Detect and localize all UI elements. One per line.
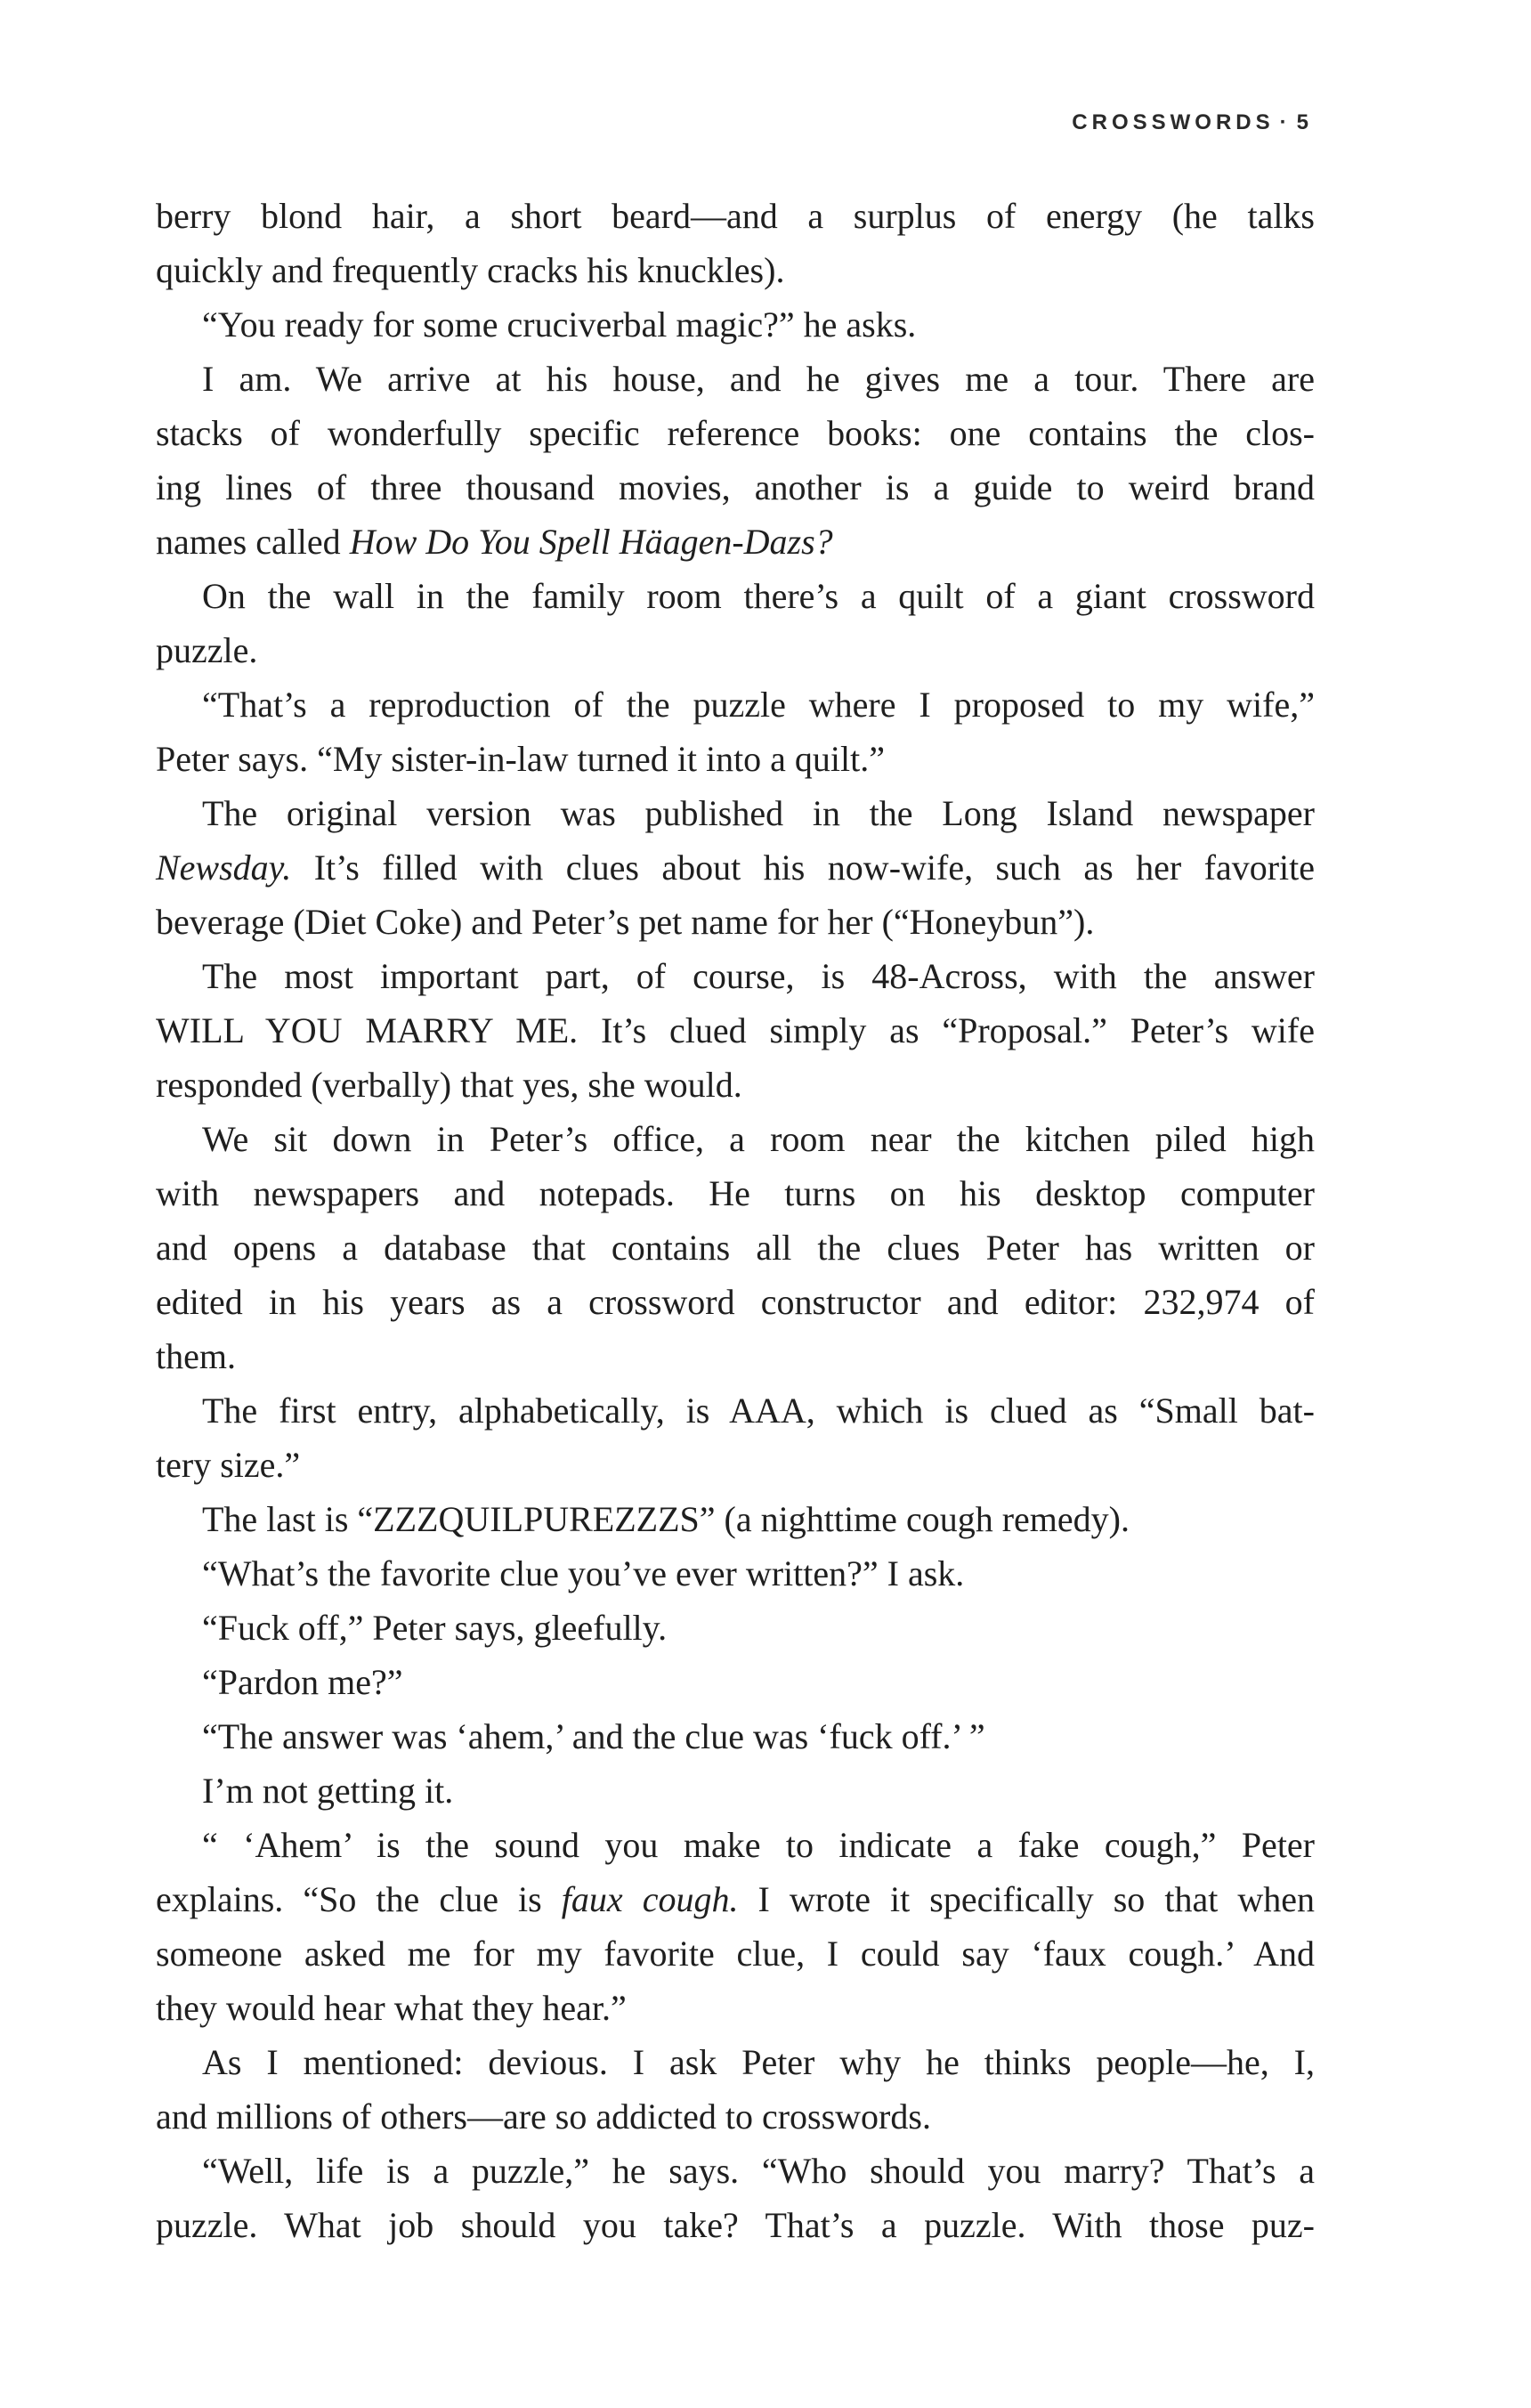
text-line: and millions of others—are so addicted to crosswords. — [156, 2096, 931, 2136]
text-line: “Fuck off,” Peter says, gleefully. — [202, 1608, 668, 1648]
text-line: “ ‘Ahem’ is the sound you make to indicate a fake cough,” Peter — [202, 1825, 1315, 1865]
text-line: Newsday. It’s filled with clues about his now-wife, such as her favorite — [156, 847, 1315, 888]
book-title: How Do You Spell Häagen-Dazs? — [349, 522, 833, 562]
text-line: with newspapers and notepads. He turns on his desktop computer — [156, 1173, 1315, 1213]
text-line: tery size.” — [156, 1445, 301, 1485]
text-line: berry blond hair, a short beard—and a surplus of energy (he talks — [156, 196, 1315, 236]
text-line: puzzle. What job should you take? That’s a puzzle. With those puz- — [156, 2205, 1315, 2245]
text-line: WILL YOU MARRY ME. It’s clued simply as “Proposal.” Peter’s wife — [156, 1010, 1315, 1050]
text-line: “The answer was ‘ahem,’ and the clue was ‘fuck off.’ ” — [202, 1716, 985, 1756]
text-line: explains. “So the clue is faux cough. I wrote it specifically so that when — [156, 1879, 1316, 1919]
body-text — [156, 189, 1315, 2252]
clue-phrase: faux cough. — [561, 1879, 739, 1919]
text-line: The most important part, of course, is 48-Across, with the answer — [202, 956, 1315, 996]
text-line: them. — [156, 1336, 236, 1376]
text-line: Peter says. “My sister-in-law turned it into a quilt.” — [156, 739, 886, 779]
text-line: quickly and frequently cracks his knuckles). — [156, 250, 785, 290]
text-line: they would hear what they hear.” — [156, 1988, 627, 2028]
text-line: On the wall in the family room there’s a quilt of a giant crossword — [202, 576, 1315, 616]
text-line: ing lines of three thousand movies, another is a guide to weird brand — [156, 467, 1315, 507]
text-line: “Pardon me?” — [202, 1662, 403, 1702]
text-line: edited in his years as a crossword constructor and editor: 232,974 of — [156, 1282, 1315, 1322]
text-line: responded (verbally) that yes, she would. — [156, 1065, 742, 1105]
text-line: beverage (Diet Coke) and Peter’s pet name for her (“Honeybun”). — [156, 902, 1095, 942]
text-line: and opens a database that contains all the clues Peter has written or — [156, 1228, 1315, 1268]
running-head-title: CROSSWORDS — [1072, 110, 1275, 134]
text-line: “You ready for some cruciverbal magic?” he asks. — [202, 304, 917, 345]
newspaper-title: Newsday. — [156, 847, 292, 888]
text-line: The original version was published in the Long Island newspaper — [202, 793, 1315, 833]
page-number: 5 — [1296, 110, 1313, 134]
text-line: The first entry, alphabetically, is AAA, which is clued as “Small bat- — [202, 1390, 1315, 1431]
text-line: “What’s the favorite clue you’ve ever written?” I ask. — [202, 1553, 965, 1593]
text-line: The last is “ZZZQUILPUREZZZS” (a nighttime cough remedy). — [202, 1499, 1130, 1539]
text-line: “Well, life is a puzzle,” he says. “Who should you marry? That’s a — [202, 2151, 1315, 2191]
text-line: “That’s a reproduction of the puzzle where I proposed to my wife,” — [202, 685, 1315, 725]
text-line: I am. We arrive at his house, and he gives me a tour. There are — [202, 359, 1315, 399]
text-line: puzzle. — [156, 630, 258, 670]
text-line: We sit down in Peter’s office, a room near the kitchen piled high — [202, 1119, 1315, 1159]
running-head — [1072, 110, 1313, 135]
text-line: I’m not getting it. — [202, 1771, 454, 1811]
text-line: stacks of wonderfully specific reference books: one contains the clos- — [156, 413, 1315, 453]
text-line: As I mentioned: devious. I ask Peter why he thinks people—he, I, — [202, 2042, 1315, 2082]
text-line: names called How Do You Spell Häagen-Dazs? — [156, 522, 833, 562]
text-line: someone asked me for my favorite clue, I could say ‘faux cough.’ And — [156, 1934, 1315, 1974]
running-head-separator: · — [1279, 110, 1292, 134]
